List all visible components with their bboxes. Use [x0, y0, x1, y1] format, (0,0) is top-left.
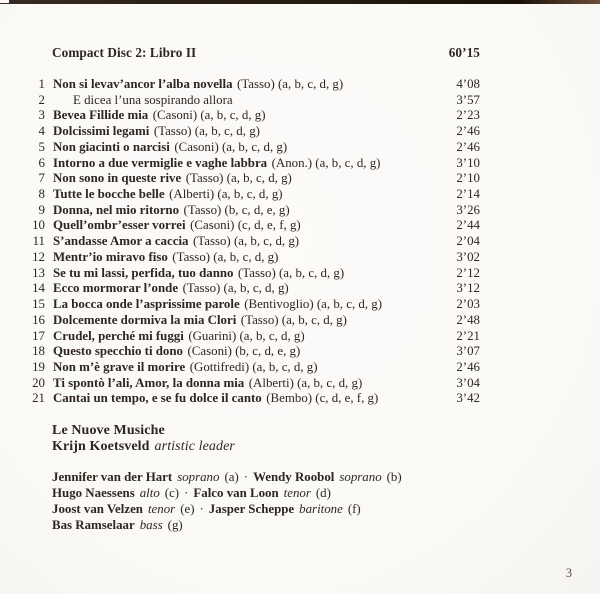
- track-text: [53, 234, 299, 250]
- disc-title: Compact Disc 2: Libro II: [52, 45, 197, 60]
- track-text: [53, 93, 233, 109]
- track-row: [28, 108, 480, 124]
- track-detail: (Tasso) (a, b, c, d, g): [240, 312, 347, 327]
- track-row: [28, 313, 480, 329]
- track-number: 9: [38, 202, 45, 217]
- track-text: [53, 218, 301, 234]
- track-title: Se tu mi lassi, perfida, tuo danno: [53, 265, 234, 280]
- ensemble-director-line: [52, 439, 235, 455]
- track-detail: (Tasso) (a, b, c, d, g): [237, 77, 344, 91]
- track-number: 15: [32, 297, 45, 312]
- track-duration: 2’23: [456, 108, 480, 123]
- track-detail: (Gottifredi) (a, b, c, d, g): [189, 359, 318, 374]
- track-duration: 2’46: [456, 124, 480, 139]
- track-duration: 2’12: [456, 265, 480, 280]
- track-duration: 3’04: [456, 375, 480, 390]
- track-title: Dolcissimi legami: [53, 124, 150, 139]
- track-row: [28, 360, 480, 376]
- track-number: 10: [32, 218, 45, 233]
- track-title: Non giacinti o narcisi: [53, 139, 170, 154]
- track-detail: (Casoni) (a, b, c, d, g): [152, 108, 266, 123]
- track-number: 3: [38, 108, 45, 123]
- performer-name: Hugo Naessens: [52, 485, 135, 500]
- track-title: Dolcemente dormiva la mia Clori: [53, 312, 237, 327]
- track-title: Intorno a due vermiglie e vaghe labbra: [53, 155, 268, 170]
- track-row: [28, 250, 480, 266]
- track-row: [28, 187, 480, 203]
- track-text: [53, 77, 343, 93]
- track-text: [53, 124, 260, 140]
- track-number: 7: [38, 171, 45, 186]
- track-detail: (Bembo) (c, d, e, f, g): [266, 391, 379, 406]
- performer-voice: alto: [139, 485, 160, 500]
- track-title: Non si levav’ancor l’alba novella: [53, 77, 233, 91]
- page-number: 3: [565, 566, 572, 580]
- ensemble-name: Le Nuove Musiche: [52, 423, 165, 438]
- track-row: [28, 281, 480, 297]
- performer-voice-label: (b): [386, 470, 402, 484]
- track-text: [53, 376, 362, 392]
- track-row: [28, 329, 480, 345]
- track-title: Tutte le bocche belle: [53, 187, 165, 202]
- performer-name: Bas Ramselaar: [52, 517, 135, 532]
- track-number: 1: [38, 77, 45, 91]
- track-number: 8: [38, 187, 45, 202]
- track-duration: 2’21: [456, 328, 480, 343]
- performer-line: [52, 502, 402, 518]
- track-row: [28, 171, 480, 187]
- track-detail: (Alberti) (a, b, c, d, g): [169, 187, 283, 202]
- track-detail: (Bentivoglio) (a, b, c, d, g): [244, 297, 383, 312]
- track-number: 18: [32, 344, 45, 359]
- track-detail: (Guarini) (a, b, c, d, g): [188, 328, 305, 343]
- track-detail: (Casoni) (a, b, c, d, g): [174, 139, 288, 154]
- track-title: S’andasse Amor a caccia: [53, 234, 189, 249]
- track-title: E dicea l’una sospirando allora: [73, 92, 233, 107]
- performer-voice: baritone: [299, 501, 343, 516]
- track-number: 4: [38, 124, 45, 139]
- performer-line: [52, 470, 402, 486]
- performer-voice-label: (a): [224, 470, 239, 484]
- performer-name: Jennifer van der Hart: [52, 470, 173, 484]
- track-duration: 4’08: [456, 77, 480, 91]
- track-title: Ecco mormorar l’onde: [53, 281, 179, 296]
- track-duration: 2’44: [456, 218, 480, 233]
- track-title: Crudel, perché mi fuggi: [53, 328, 184, 343]
- performer-voice-label: (g): [167, 517, 183, 532]
- track-duration: 3’12: [456, 281, 480, 296]
- track-row: [28, 218, 480, 234]
- track-number: 14: [32, 281, 45, 296]
- track-duration: 3’07: [456, 344, 480, 359]
- track-text: [53, 344, 300, 360]
- track-title: Bevea Fillide mia: [53, 108, 149, 123]
- performer-line: [52, 486, 402, 502]
- track-number: 20: [32, 375, 45, 390]
- track-text: [53, 266, 344, 282]
- performer-voice-label: (c): [164, 485, 180, 500]
- performer-voice: bass: [139, 517, 163, 532]
- track-row: [28, 376, 480, 392]
- track-duration: 3’42: [456, 391, 480, 406]
- track-text: [53, 313, 347, 329]
- performer-name: Jasper Scheppe: [208, 501, 295, 516]
- track-row: [28, 140, 480, 156]
- track-title: Non m’è grave il morire: [53, 359, 186, 374]
- disc-header: [52, 45, 480, 61]
- track-text: [53, 140, 287, 156]
- track-title: Cantai un tempo, e se fu dolce il canto: [53, 391, 262, 406]
- track-text: [53, 187, 283, 203]
- track-row: [28, 297, 480, 313]
- track-list: [28, 77, 480, 407]
- track-detail: (Casoni) (c, d, e, f, g): [190, 218, 301, 233]
- track-detail: (Anon.) (a, b, c, d, g): [271, 155, 381, 170]
- track-number: 6: [38, 155, 45, 170]
- track-row: [28, 156, 480, 172]
- performers-block: [52, 470, 402, 534]
- performer-voice: tenor: [283, 485, 311, 500]
- separator-dot: ·: [184, 485, 189, 500]
- track-row: [28, 203, 480, 219]
- disc-total-duration: 60’15: [448, 45, 480, 60]
- ensemble-block: [52, 423, 235, 455]
- track-number: 11: [32, 234, 45, 249]
- track-row: [28, 234, 480, 250]
- separator-dot: ·: [199, 501, 204, 516]
- track-detail: (Tasso) (a, b, c, d, g): [192, 234, 300, 249]
- track-row: [28, 344, 480, 360]
- track-detail: (Tasso) (a, b, c, d, g): [172, 249, 279, 264]
- track-detail: (Alberti) (a, b, c, d, g): [248, 375, 363, 390]
- track-text: [53, 156, 380, 172]
- track-detail: (Tasso) (b, c, d, e, g): [183, 202, 290, 217]
- track-text: [53, 281, 289, 297]
- track-text: [53, 108, 266, 124]
- performer-voice-label: (e): [180, 501, 195, 516]
- page-top-edge: [0, 0, 600, 4]
- track-text: [53, 297, 382, 313]
- track-title: Non sono in queste rive: [53, 171, 182, 186]
- track-text: [53, 203, 290, 219]
- track-number: 12: [32, 249, 45, 264]
- track-title: Quell’ombr’esser vorrei: [53, 218, 186, 233]
- performer-name: Wendy Roobol: [253, 470, 335, 484]
- director-name: Krijn Koetsveld: [52, 439, 150, 454]
- performer-line: [52, 518, 402, 534]
- track-text: [53, 391, 378, 407]
- track-number: 16: [32, 312, 45, 327]
- performer-voice-label: (d): [315, 485, 331, 500]
- performer-voice: soprano: [339, 470, 382, 484]
- track-number: 17: [32, 328, 45, 343]
- performer-name: Joost van Velzen: [52, 501, 143, 516]
- track-text: [53, 250, 278, 266]
- track-number: 21: [32, 391, 45, 406]
- performer-voice-label: (f): [347, 501, 361, 516]
- track-text: [53, 329, 305, 345]
- track-text: [53, 360, 318, 376]
- track-duration: 2’46: [456, 359, 480, 374]
- director-role: artistic leader: [154, 439, 235, 454]
- track-row: [28, 124, 480, 140]
- track-detail: (Tasso) (a, b, c, d, g): [182, 281, 289, 296]
- track-duration: 2’46: [456, 139, 480, 154]
- performer-name: Falco van Loon: [193, 485, 279, 500]
- track-title: Questo specchio ti dono: [53, 344, 183, 359]
- track-detail: (Tasso) (a, b, c, d, g): [153, 124, 260, 139]
- track-duration: 2’10: [456, 171, 480, 186]
- track-row: [28, 266, 480, 282]
- track-duration: 2’48: [456, 312, 480, 327]
- track-title: La bocca onde l’asprissime parole: [53, 297, 240, 312]
- track-duration: 3’10: [456, 155, 480, 170]
- track-title: Ti spontò l’ali, Amor, la donna mia: [53, 375, 245, 390]
- track-duration: 2’04: [456, 234, 480, 249]
- track-number: 13: [32, 265, 45, 280]
- track-title: Mentr’io miravo fiso: [53, 249, 168, 264]
- track-duration: 3’57: [456, 92, 480, 107]
- track-title: Donna, nel mio ritorno: [53, 202, 180, 217]
- track-duration: 2’03: [456, 297, 480, 312]
- performer-voice: tenor: [147, 501, 176, 516]
- page-top-edge-notch: [0, 0, 9, 3]
- track-detail: (Casoni) (b, c, d, e, g): [187, 344, 301, 359]
- track-detail: (Tasso) (a, b, c, d, g): [185, 171, 292, 186]
- separator-dot: ·: [243, 470, 249, 484]
- track-duration: 3’02: [456, 249, 480, 264]
- track-detail: (Tasso) (a, b, c, d, g): [238, 265, 345, 280]
- track-number: 2: [38, 92, 45, 107]
- track-row: [28, 93, 480, 109]
- track-row: [28, 77, 480, 93]
- track-number: 19: [32, 359, 45, 374]
- track-row: [28, 391, 480, 407]
- track-duration: 2’14: [456, 187, 480, 202]
- performer-voice: soprano: [177, 470, 220, 484]
- track-text: [53, 171, 292, 187]
- track-duration: 3’26: [456, 202, 480, 217]
- track-number: 5: [38, 139, 45, 154]
